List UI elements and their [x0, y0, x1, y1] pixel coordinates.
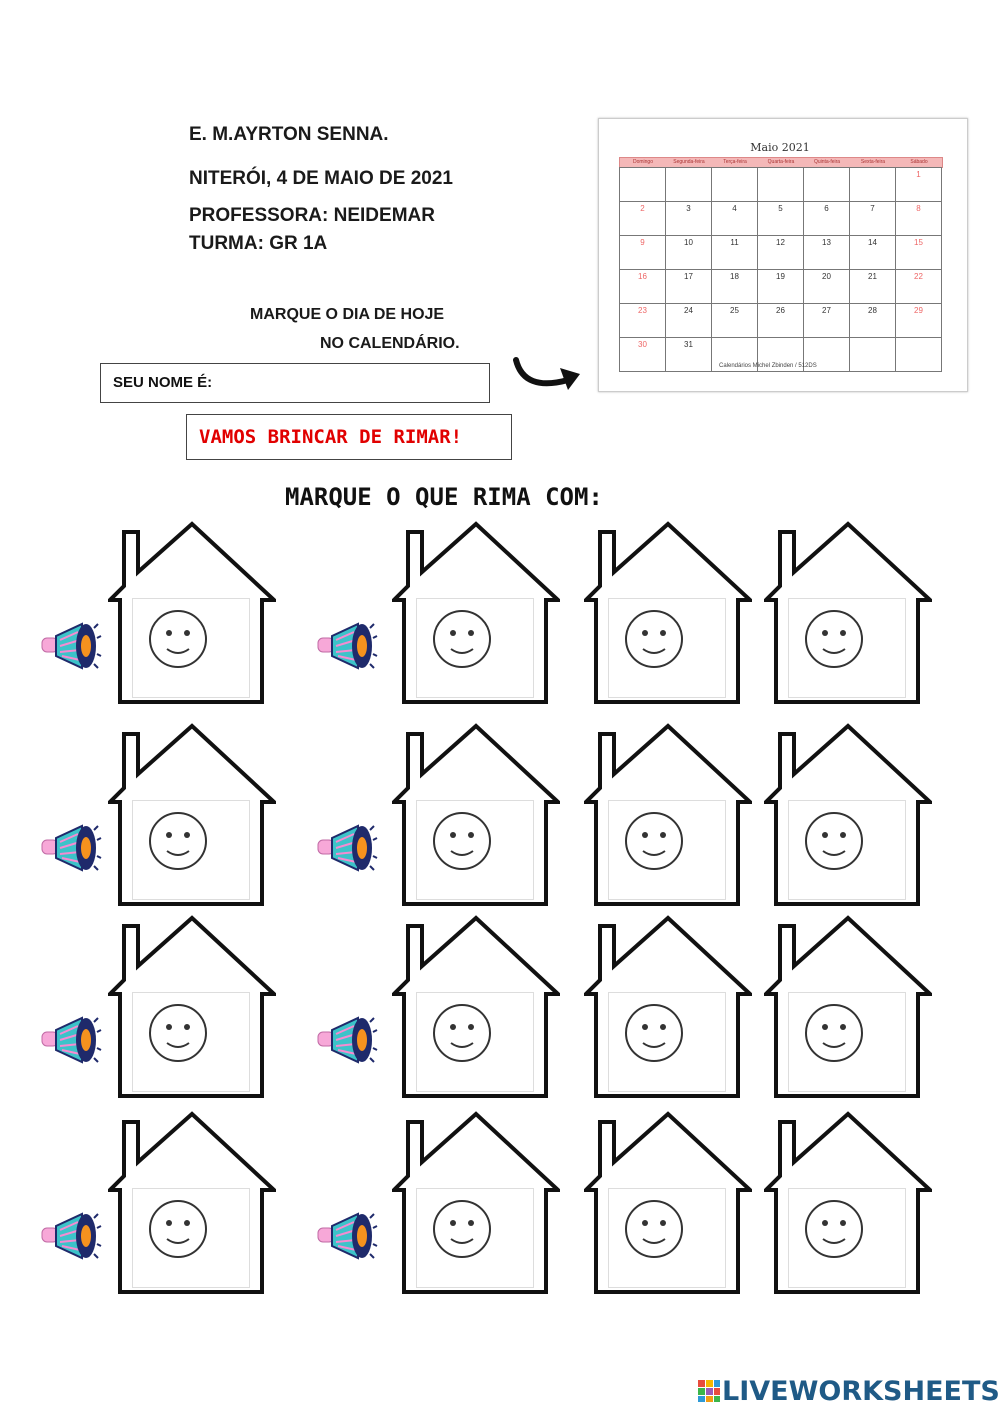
castelo-de-areia-icon — [133, 1189, 223, 1269]
jarra-icon — [417, 599, 507, 679]
sereia-icon — [417, 1189, 507, 1269]
calendar-weekday: Sábado — [910, 159, 928, 165]
speaker-audio-icon[interactable] — [40, 1014, 102, 1066]
option-house[interactable] — [764, 520, 932, 706]
calendar-day-cell[interactable]: 4 — [712, 202, 758, 236]
brand-footer — [698, 1376, 1000, 1407]
calendar-weekday: Quinta-feira — [813, 159, 841, 165]
school-name: E. M.AYRTON SENNA. — [189, 124, 389, 145]
calendar-title: Maio 2021 — [750, 141, 810, 154]
picture-lata — [788, 992, 906, 1092]
picture-taco-de-golfe — [608, 598, 726, 698]
calendar-day-cell[interactable]: 21 — [850, 270, 896, 304]
option-house[interactable] — [392, 1110, 560, 1296]
calendar-day-cell — [620, 168, 666, 202]
picture-barata — [132, 992, 250, 1092]
option-house[interactable] — [584, 914, 752, 1100]
calendar-weekday: Domingo — [632, 159, 653, 165]
prompt-house[interactable] — [108, 722, 276, 908]
curved-arrow-icon — [510, 350, 590, 400]
liveworksheets-logo-icon — [698, 1380, 720, 1402]
speaker-audio-icon[interactable] — [316, 1210, 378, 1262]
calendar-day-cell[interactable]: 19 — [758, 270, 804, 304]
instruction-line-2: NO CALENDÁRIO. — [320, 335, 460, 352]
speaker-audio-icon[interactable] — [316, 620, 378, 672]
macaco-icon — [789, 599, 879, 679]
fada-icon — [417, 993, 507, 1073]
barata-icon — [133, 993, 223, 1073]
taco-de-golfe-icon — [609, 599, 699, 679]
picture-jarra — [416, 598, 534, 698]
picture-fada — [416, 992, 534, 1092]
calendar-day-cell[interactable]: 20 — [804, 270, 850, 304]
activity-title-box — [186, 414, 512, 460]
telha-icon — [417, 801, 507, 881]
option-house[interactable] — [584, 722, 752, 908]
calendar-day-cell — [896, 338, 942, 372]
calendar-day-cell[interactable]: 10 — [666, 236, 712, 270]
calendar-day-cell[interactable]: 29 — [896, 304, 942, 338]
calendar-day-cell — [712, 168, 758, 202]
calendar-weekday: Quarta-feira — [767, 159, 795, 165]
option-house[interactable] — [392, 914, 560, 1100]
option-house[interactable] — [584, 1110, 752, 1296]
barata-icon — [789, 801, 879, 881]
calendar-day-cell — [850, 168, 896, 202]
speaker-audio-icon[interactable] — [40, 822, 102, 874]
name-input[interactable] — [231, 370, 483, 398]
class-line: TURMA: GR 1A — [189, 233, 328, 254]
calendar-day-cell[interactable]: 23 — [620, 304, 666, 338]
picture-macaco — [788, 598, 906, 698]
calendar-day-cell[interactable]: 11 — [712, 236, 758, 270]
picture-sereia — [416, 1188, 534, 1288]
instruction-line-1: MARQUE O DIA DE HOJE — [250, 306, 445, 323]
calendar-day-cell[interactable]: 9 — [620, 236, 666, 270]
lata-icon — [789, 993, 879, 1073]
pratos-quebrados-icon — [133, 599, 223, 679]
calendar-day-cell[interactable]: 7 — [850, 202, 896, 236]
calendar-grid — [619, 167, 942, 372]
abelha-icon — [133, 801, 223, 881]
prompt-house[interactable] — [108, 520, 276, 706]
teacher-line: PROFESSORA: NEIDEMAR — [189, 205, 435, 226]
activity-title: VAMOS BRINCAR DE RIMAR! — [199, 426, 463, 448]
picture-pratos-quebrados — [132, 598, 250, 698]
name-label: SEU NOME É: — [113, 374, 213, 391]
picture-abelha — [132, 800, 250, 900]
calendar-footer: Calendários Michel Zbinden / 512DS — [719, 363, 817, 369]
option-house[interactable] — [584, 520, 752, 706]
calendar-day-cell[interactable]: 31 — [666, 338, 712, 372]
speaker-audio-icon[interactable] — [316, 1014, 378, 1066]
calendar-day-cell — [666, 168, 712, 202]
calendar-day-cell[interactable]: 17 — [666, 270, 712, 304]
date-line: NITERÓI, 4 DE MAIO DE 2021 — [189, 168, 453, 189]
calendar-day-cell — [804, 168, 850, 202]
calendar-day-cell[interactable]: 8 — [896, 202, 942, 236]
calendar-day-cell[interactable]: 28 — [850, 304, 896, 338]
batata-frita-icon — [609, 993, 699, 1073]
girafa-icon — [789, 1189, 879, 1269]
calendar-day-cell[interactable]: 25 — [712, 304, 758, 338]
picture-baleia — [608, 1188, 726, 1288]
option-house[interactable] — [764, 1110, 932, 1296]
calendar-day-cell[interactable]: 14 — [850, 236, 896, 270]
calendar-day-cell[interactable]: 2 — [620, 202, 666, 236]
speaker-audio-icon[interactable] — [40, 620, 102, 672]
calendar-day-cell[interactable]: 15 — [896, 236, 942, 270]
calendar-day-cell[interactable]: 5 — [758, 202, 804, 236]
prompt-house[interactable] — [108, 914, 276, 1100]
name-box — [100, 363, 490, 403]
calendar-day-cell[interactable]: 13 — [804, 236, 850, 270]
calendar-day-cell — [758, 168, 804, 202]
calendar-day-cell[interactable]: 18 — [712, 270, 758, 304]
calendar-day-cell[interactable]: 30 — [620, 338, 666, 372]
prompt-house[interactable] — [108, 1110, 276, 1296]
calendar-weekday: Segunda-feira — [673, 159, 705, 165]
speaker-audio-icon[interactable] — [316, 822, 378, 874]
calendar-day-cell[interactable]: 6 — [804, 202, 850, 236]
calendar — [598, 118, 968, 392]
speaker-audio-icon[interactable] — [40, 1210, 102, 1262]
calendar-day-cell[interactable]: 22 — [896, 270, 942, 304]
calendar-weekday: Sexta-feira — [860, 159, 886, 165]
calendar-day-cell[interactable]: 3 — [666, 202, 712, 236]
picture-castelo-de-areia — [132, 1188, 250, 1288]
option-house[interactable] — [392, 722, 560, 908]
calendar-day-cell — [850, 338, 896, 372]
option-house[interactable] — [392, 520, 560, 706]
option-house[interactable] — [764, 914, 932, 1100]
picture-barata — [788, 800, 906, 900]
calendar-day-cell[interactable]: 27 — [804, 304, 850, 338]
calendar-day-cell[interactable]: 16 — [620, 270, 666, 304]
option-house[interactable] — [764, 722, 932, 908]
orelha-icon — [609, 801, 699, 881]
calendar-day-cell[interactable]: 26 — [758, 304, 804, 338]
picture-orelha — [608, 800, 726, 900]
calendar-weekday: Terça-feira — [723, 159, 747, 165]
baleia-icon — [609, 1189, 699, 1269]
rhyme-prompt: MARQUE O QUE RIMA COM: — [285, 483, 603, 511]
calendar-day-cell[interactable]: 24 — [666, 304, 712, 338]
calendar-day-cell[interactable]: 12 — [758, 236, 804, 270]
picture-telha — [416, 800, 534, 900]
brand-text: LIVEWORKSHEETS — [722, 1376, 1000, 1407]
picture-girafa — [788, 1188, 906, 1288]
calendar-day-cell[interactable]: 1 — [896, 168, 942, 202]
picture-batata-frita — [608, 992, 726, 1092]
